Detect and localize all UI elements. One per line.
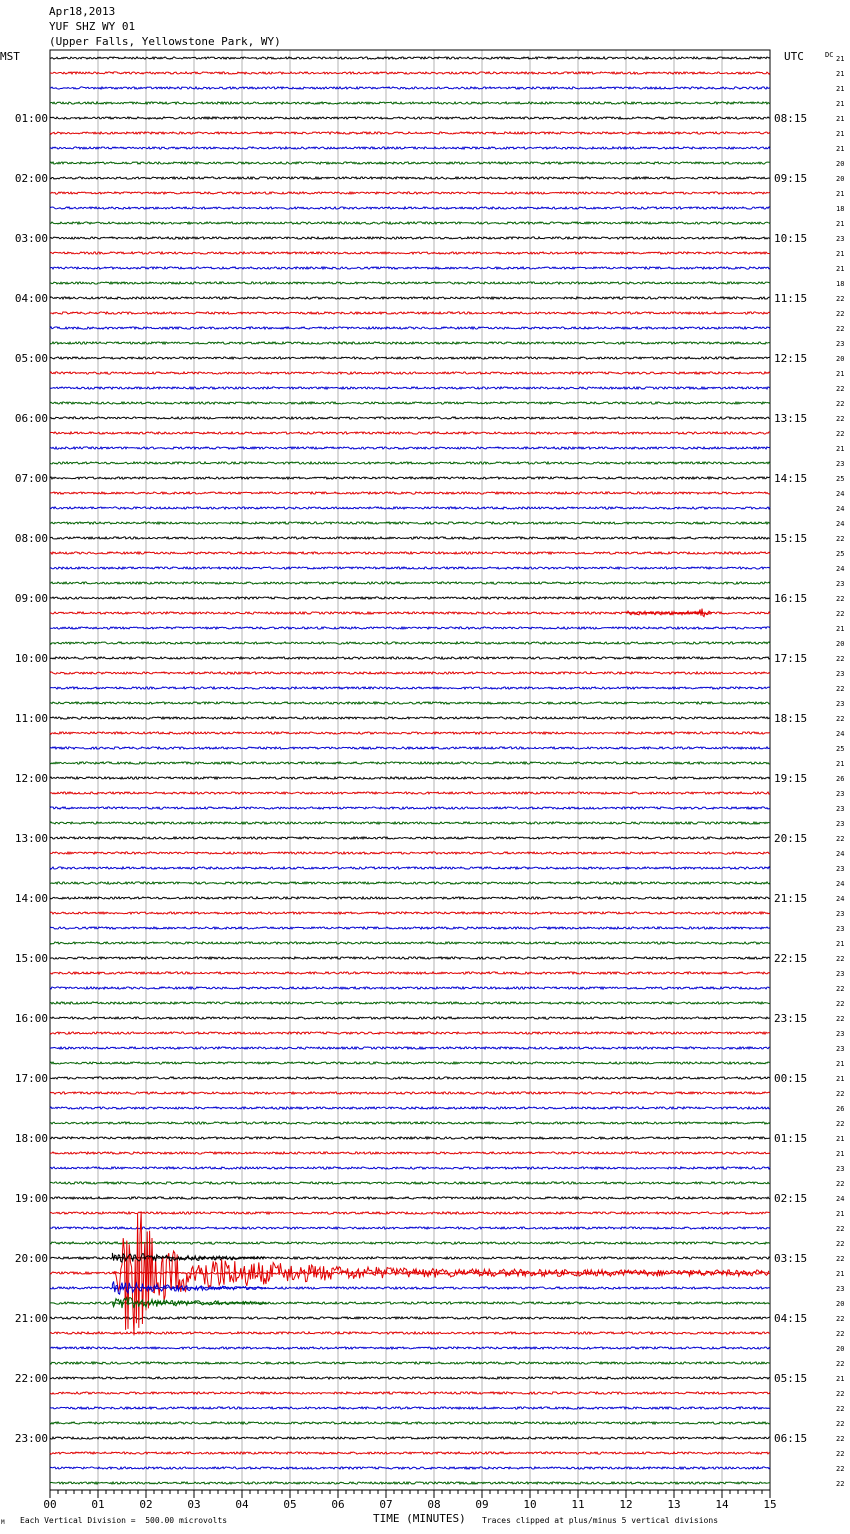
x-tick-label: 14 xyxy=(715,1498,729,1511)
trace-2 xyxy=(50,87,770,89)
x-tick-label: 08 xyxy=(427,1498,441,1511)
dc-offset-label: 22 xyxy=(836,1405,845,1413)
left-hour-label: 15:00 xyxy=(14,952,48,965)
trace-12 xyxy=(50,237,770,239)
right-hour-label: 20:15 xyxy=(774,832,808,845)
trace-50 xyxy=(50,807,770,809)
plot-date: Apr18,2013 xyxy=(49,5,116,18)
dc-offset-label: 24 xyxy=(836,895,845,903)
trace-18 xyxy=(50,327,770,329)
trace-45 xyxy=(50,732,770,734)
trace-29 xyxy=(50,492,770,494)
trace-86 xyxy=(50,1347,770,1349)
dc-offset-label: 24 xyxy=(836,880,845,888)
right-hour-label: 15:15 xyxy=(774,532,808,545)
trace-67 xyxy=(50,1062,770,1064)
trace-8 xyxy=(50,177,770,179)
dc-offset-label: 21 xyxy=(836,1135,845,1143)
trace-66 xyxy=(50,1047,770,1049)
dc-offset-label: 18 xyxy=(836,280,845,288)
trace-47 xyxy=(50,762,770,764)
trace-17 xyxy=(50,312,770,314)
right-hour-label: 16:15 xyxy=(774,592,808,605)
dc-offset-label: 23 xyxy=(836,910,845,918)
dc-offset-label: 23 xyxy=(836,790,845,798)
dc-offset-label: 21 xyxy=(836,130,845,138)
left-hour-label: 13:00 xyxy=(14,832,48,845)
dc-offset-label: 22 xyxy=(836,1435,845,1443)
trace-87 xyxy=(50,1362,770,1364)
left-hour-labels xyxy=(15,112,48,1445)
left-hour-label: 23:00 xyxy=(14,1432,48,1445)
left-timezone-label: MST xyxy=(0,50,20,63)
dc-offset-label: 22 xyxy=(836,295,845,303)
trace-30 xyxy=(50,507,770,509)
trace-79 xyxy=(50,1242,770,1244)
event-0-spill-2 xyxy=(112,1298,266,1309)
trace-56 xyxy=(50,897,770,899)
dc-offset-label: 22 xyxy=(836,1330,845,1338)
dc-offset-label: 20 xyxy=(836,640,845,648)
trace-6 xyxy=(50,147,770,149)
dc-offset-label: 22 xyxy=(836,1255,845,1263)
dc-offset-label: 22 xyxy=(836,1420,845,1428)
right-hour-label: 19:15 xyxy=(774,772,808,785)
dc-offset-label: 21 xyxy=(836,265,845,273)
dc-offset-label: 23 xyxy=(836,670,845,678)
left-hour-label: 05:00 xyxy=(14,352,48,365)
dc-offset-label: 25 xyxy=(836,475,845,483)
left-hour-label: 21:00 xyxy=(14,1312,48,1325)
trace-93 xyxy=(50,1452,770,1454)
x-tick-label: 13 xyxy=(667,1498,681,1511)
trace-40 xyxy=(50,657,770,659)
x-tick-label: 02 xyxy=(139,1498,153,1511)
trace-group xyxy=(50,57,770,1484)
trace-16 xyxy=(50,297,770,299)
trace-0 xyxy=(50,57,770,59)
trace-24 xyxy=(50,417,770,419)
dc-offset-label: 22 xyxy=(836,1450,845,1458)
dc-offset-label: 24 xyxy=(836,520,845,528)
trace-95 xyxy=(50,1482,770,1484)
scale-note: Each Vertical Division = 500.00 microvolts xyxy=(20,1516,228,1525)
x-axis-title: TIME (MINUTES) xyxy=(373,1512,466,1525)
right-hour-label: 05:15 xyxy=(774,1372,808,1385)
right-hour-label: 02:15 xyxy=(774,1192,808,1205)
dc-offset-label: 24 xyxy=(836,505,845,513)
trace-3 xyxy=(50,102,770,104)
left-hour-label: 12:00 xyxy=(14,772,48,785)
dc-offset-label: 22 xyxy=(836,715,845,723)
dc-offset-label: 26 xyxy=(836,1105,845,1113)
dc-offset-label: 22 xyxy=(836,1090,845,1098)
dc-offset-label: 26 xyxy=(836,775,845,783)
trace-59 xyxy=(50,942,770,944)
right-hour-label: 08:15 xyxy=(774,112,808,125)
trace-68 xyxy=(50,1077,770,1079)
trace-65 xyxy=(50,1032,770,1034)
dc-offset-label: 22 xyxy=(836,1225,845,1233)
dc-offset-label: 22 xyxy=(836,1465,845,1473)
dc-offset-label: 23 xyxy=(836,700,845,708)
dc-offset-label: 21 xyxy=(836,1060,845,1068)
x-tick-label: 05 xyxy=(283,1498,297,1511)
dc-offset-label: 22 xyxy=(836,595,845,603)
right-hour-label: 18:15 xyxy=(774,712,808,725)
dc-offset-label: 22 xyxy=(836,1480,845,1488)
dc-offset-label: 21 xyxy=(836,1075,845,1083)
dc-offset-label: 23 xyxy=(836,580,845,588)
dc-offset-label: 21 xyxy=(836,70,845,78)
x-axis xyxy=(43,1490,776,1511)
trace-60 xyxy=(50,957,770,959)
dc-offset-label: 22 xyxy=(836,1360,845,1368)
dc-offset-label: 23 xyxy=(836,460,845,468)
dc-offset-label: 21 xyxy=(836,1270,845,1278)
dc-offset-label: 22 xyxy=(836,1390,845,1398)
x-tick-label: 00 xyxy=(43,1498,57,1511)
dc-offset-label: 23 xyxy=(836,235,845,243)
trace-72 xyxy=(50,1137,770,1139)
x-tick-label: 04 xyxy=(235,1498,249,1511)
corner-mark: M xyxy=(1,1519,5,1526)
trace-64 xyxy=(50,1017,770,1019)
dc-offset-label: 22 xyxy=(836,655,845,663)
trace-48 xyxy=(50,777,770,779)
dc-offset-label: 23 xyxy=(836,970,845,978)
trace-62 xyxy=(50,987,770,989)
left-hour-label: 19:00 xyxy=(14,1192,48,1205)
event-1 xyxy=(626,609,712,617)
dc-offset-label: 20 xyxy=(836,1300,845,1308)
trace-85 xyxy=(50,1332,770,1334)
right-hour-label: 17:15 xyxy=(774,652,808,665)
left-hour-label: 08:00 xyxy=(14,532,48,545)
right-hour-label: 10:15 xyxy=(774,232,808,245)
trace-58 xyxy=(50,927,770,929)
trace-41 xyxy=(50,672,770,674)
left-hour-label: 06:00 xyxy=(14,412,48,425)
trace-51 xyxy=(50,822,770,824)
dc-offset-label: 21 xyxy=(836,1375,845,1383)
x-tick-label: 07 xyxy=(379,1498,393,1511)
left-hour-label: 03:00 xyxy=(14,232,48,245)
dc-offset-label: 23 xyxy=(836,805,845,813)
dc-offset-label: 23 xyxy=(836,1030,845,1038)
station-location: (Upper Falls, Yellowstone Park, WY) xyxy=(49,35,281,48)
dc-offset-label: 21 xyxy=(836,370,845,378)
dc-offset-label: 21 xyxy=(836,220,845,228)
trace-77 xyxy=(50,1212,770,1214)
dc-offset-label: 22 xyxy=(836,1120,845,1128)
trace-92 xyxy=(50,1437,770,1439)
dc-offset-label: 20 xyxy=(836,355,845,363)
left-hour-label: 09:00 xyxy=(14,592,48,605)
dc-offset-label: 22 xyxy=(836,1015,845,1023)
dc-offset-label: 22 xyxy=(836,325,845,333)
dc-offset-label: 22 xyxy=(836,310,845,318)
dc-offset-label: 21 xyxy=(836,85,845,93)
dc-offset-label: 24 xyxy=(836,1195,845,1203)
trace-89 xyxy=(50,1392,770,1394)
left-hour-label: 16:00 xyxy=(14,1012,48,1025)
trace-34 xyxy=(50,567,770,569)
trace-21 xyxy=(50,372,770,374)
trace-22 xyxy=(50,387,770,389)
dc-offset-label: 25 xyxy=(836,745,845,753)
dc-offset-label: 21 xyxy=(836,1150,845,1158)
trace-33 xyxy=(50,552,770,554)
dc-offset-label: 22 xyxy=(836,685,845,693)
dc-offset-label: 21 xyxy=(836,625,845,633)
dc-offset-label: 22 xyxy=(836,610,845,618)
trace-44 xyxy=(50,717,770,719)
dc-offset-label: 23 xyxy=(836,925,845,933)
trace-9 xyxy=(50,192,770,194)
dc-offset-label: 20 xyxy=(836,160,845,168)
trace-15 xyxy=(50,282,770,284)
trace-32 xyxy=(50,537,770,539)
dc-column-label: DC xyxy=(825,51,834,59)
trace-19 xyxy=(50,342,770,344)
right-hour-label: 12:15 xyxy=(774,352,808,365)
dc-offset-label: 24 xyxy=(836,850,845,858)
x-tick-label: 10 xyxy=(523,1498,537,1511)
dc-offset-label: 22 xyxy=(836,1000,845,1008)
trace-25 xyxy=(50,432,770,434)
x-tick-label: 06 xyxy=(331,1498,345,1511)
dc-offset-label: 25 xyxy=(836,550,845,558)
right-timezone-label: UTC xyxy=(784,50,804,63)
dc-offset-label: 22 xyxy=(836,955,845,963)
dc-offset-label: 23 xyxy=(836,865,845,873)
dc-offset-label: 23 xyxy=(836,820,845,828)
right-hour-labels xyxy=(774,112,807,1445)
x-tick-label: 12 xyxy=(619,1498,633,1511)
right-hour-label: 00:15 xyxy=(774,1072,808,1085)
dc-offset-label: 22 xyxy=(836,400,845,408)
right-hour-label: 23:15 xyxy=(774,1012,808,1025)
trace-13 xyxy=(50,252,770,254)
dc-offset-label: 21 xyxy=(836,445,845,453)
right-hour-label: 13:15 xyxy=(774,412,808,425)
trace-61 xyxy=(50,972,770,974)
trace-26 xyxy=(50,447,770,449)
dc-offset-label: 22 xyxy=(836,430,845,438)
dc-offset-label: 24 xyxy=(836,565,845,573)
dc-offset-label: 21 xyxy=(836,100,845,108)
dc-offset-label: 22 xyxy=(836,1180,845,1188)
dc-offset-label: 23 xyxy=(836,340,845,348)
right-hour-label: 03:15 xyxy=(774,1252,808,1265)
right-hour-label: 06:15 xyxy=(774,1432,808,1445)
left-hour-label: 10:00 xyxy=(14,652,48,665)
trace-42 xyxy=(50,687,770,689)
trace-27 xyxy=(50,462,770,464)
left-hour-label: 01:00 xyxy=(14,112,48,125)
x-tick-label: 15 xyxy=(763,1498,777,1511)
trace-11 xyxy=(50,222,770,224)
trace-52 xyxy=(50,837,770,839)
dc-offset-label: 21 xyxy=(836,55,845,63)
station-id: YUF SHZ WY 01 xyxy=(49,20,136,33)
x-tick-label: 01 xyxy=(91,1498,105,1511)
trace-76 xyxy=(50,1197,770,1199)
right-hour-label: 22:15 xyxy=(774,952,808,965)
trace-10 xyxy=(50,207,770,209)
trace-38 xyxy=(50,627,770,629)
dc-offset-label: 22 xyxy=(836,415,845,423)
x-tick-label: 09 xyxy=(475,1498,489,1511)
trace-36 xyxy=(50,597,770,599)
trace-69 xyxy=(50,1092,770,1094)
trace-73 xyxy=(50,1152,770,1154)
right-hour-label: 11:15 xyxy=(774,292,808,305)
left-hour-label: 02:00 xyxy=(14,172,48,185)
trace-39 xyxy=(50,642,770,644)
left-hour-label: 11:00 xyxy=(14,712,48,725)
trace-55 xyxy=(50,882,770,884)
trace-75 xyxy=(50,1182,770,1184)
dc-offset-label: 20 xyxy=(836,1345,845,1353)
left-hour-label: 17:00 xyxy=(14,1072,48,1085)
dc-offset-label: 23 xyxy=(836,1045,845,1053)
dc-offset-label: 21 xyxy=(836,940,845,948)
trace-7 xyxy=(50,162,770,164)
dc-offset-label: 21 xyxy=(836,145,845,153)
trace-5 xyxy=(50,132,770,134)
dc-offset-label: 23 xyxy=(836,1285,845,1293)
dc-offset-label: 21 xyxy=(836,760,845,768)
trace-20 xyxy=(50,357,770,359)
right-hour-label: 04:15 xyxy=(774,1312,808,1325)
dc-offset-label: 21 xyxy=(836,190,845,198)
dc-offset-label: 22 xyxy=(836,385,845,393)
right-hour-label: 21:15 xyxy=(774,892,808,905)
trace-1 xyxy=(50,72,770,74)
dc-offset-label: 21 xyxy=(836,250,845,258)
trace-46 xyxy=(50,747,770,749)
trace-53 xyxy=(50,852,770,854)
right-hour-label: 14:15 xyxy=(774,472,808,485)
trace-54 xyxy=(50,867,770,869)
dc-offset-label: 22 xyxy=(836,1315,845,1323)
dc-offset-labels xyxy=(836,55,844,1488)
trace-14 xyxy=(50,267,770,269)
x-tick-label: 11 xyxy=(571,1498,585,1511)
dc-offset-label: 22 xyxy=(836,835,845,843)
dc-offset-label: 20 xyxy=(836,175,845,183)
clip-note: Traces clipped at plus/minus 5 vertical divisions xyxy=(482,1516,719,1525)
trace-94 xyxy=(50,1467,770,1469)
trace-49 xyxy=(50,792,770,794)
dc-offset-label: 24 xyxy=(836,490,845,498)
trace-80 xyxy=(50,1257,770,1259)
trace-88 xyxy=(50,1377,770,1379)
trace-74 xyxy=(50,1167,770,1169)
left-hour-label: 18:00 xyxy=(14,1132,48,1145)
trace-63 xyxy=(50,1002,770,1004)
dc-offset-label: 21 xyxy=(836,115,845,123)
trace-70 xyxy=(50,1107,770,1109)
trace-84 xyxy=(50,1317,770,1319)
dc-offset-label: 18 xyxy=(836,205,845,213)
trace-90 xyxy=(50,1407,770,1409)
trace-4 xyxy=(50,117,770,119)
dc-offset-label: 22 xyxy=(836,535,845,543)
trace-43 xyxy=(50,702,770,704)
trace-23 xyxy=(50,402,770,404)
dc-offset-label: 24 xyxy=(836,730,845,738)
left-hour-label: 14:00 xyxy=(14,892,48,905)
left-hour-label: 22:00 xyxy=(14,1372,48,1385)
trace-31 xyxy=(50,522,770,524)
trace-91 xyxy=(50,1422,770,1424)
trace-35 xyxy=(50,582,770,584)
left-hour-label: 04:00 xyxy=(14,292,48,305)
trace-57 xyxy=(50,912,770,914)
left-hour-label: 07:00 xyxy=(14,472,48,485)
trace-28 xyxy=(50,477,770,479)
right-hour-label: 09:15 xyxy=(774,172,808,185)
left-hour-label: 20:00 xyxy=(14,1252,48,1265)
x-tick-label: 03 xyxy=(187,1498,201,1511)
dc-offset-label: 21 xyxy=(836,1210,845,1218)
dc-offset-label: 23 xyxy=(836,1165,845,1173)
trace-71 xyxy=(50,1122,770,1124)
dc-offset-label: 22 xyxy=(836,1240,845,1248)
dc-offset-label: 22 xyxy=(836,985,845,993)
trace-78 xyxy=(50,1227,770,1229)
right-hour-label: 01:15 xyxy=(774,1132,808,1145)
